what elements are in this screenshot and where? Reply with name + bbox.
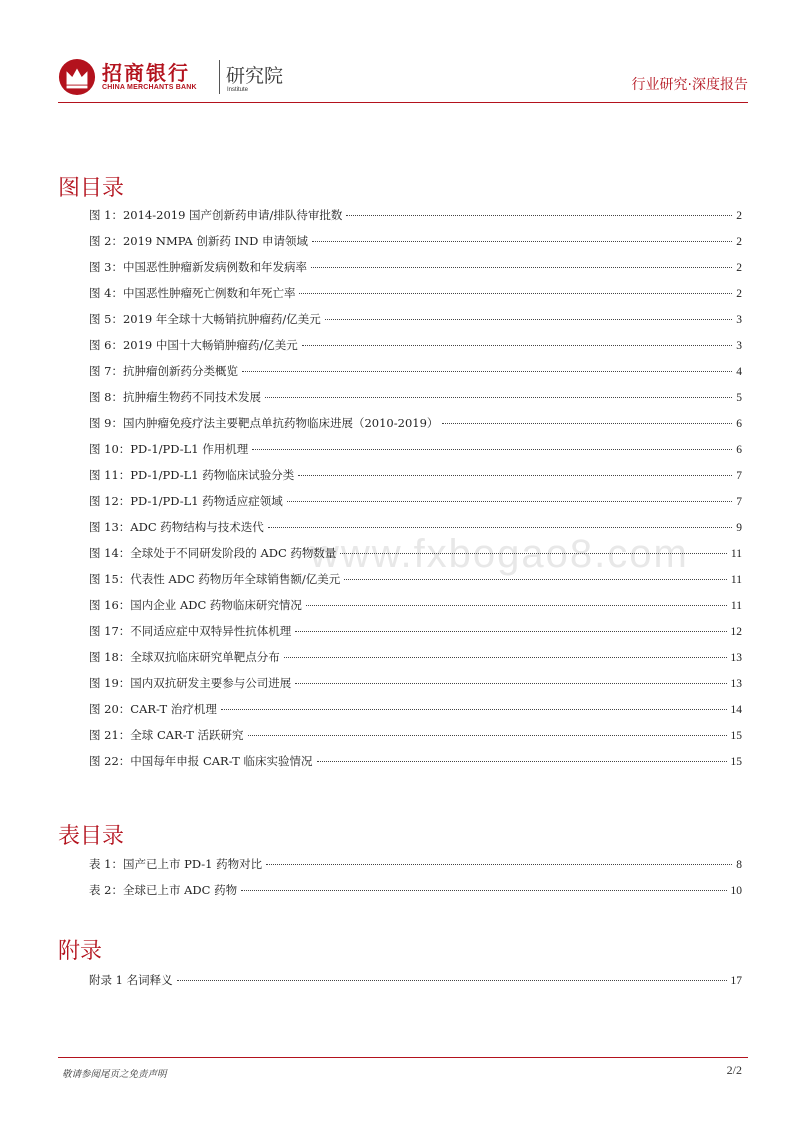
- institute-name-cn: 研究院: [226, 65, 284, 87]
- toc-entry-label[interactable]: 图 5：2019 年全球十大畅销抗肿瘤药/亿美元: [89, 312, 321, 326]
- figure-toc-entry[interactable]: [89, 436, 742, 462]
- toc-dot-leader: [312, 241, 732, 242]
- figure-toc-entry[interactable]: [89, 566, 742, 592]
- table-toc-entry[interactable]: [89, 851, 742, 877]
- header-divider: [58, 102, 748, 103]
- toc-dot-leader: [344, 579, 727, 580]
- toc-entry-label[interactable]: 图 6：2019 中国十大畅销肿瘤药/亿美元: [89, 338, 298, 352]
- toc-entry-page[interactable]: 13: [730, 678, 742, 690]
- toc-dot-leader: [268, 527, 732, 528]
- toc-dot-leader: [442, 423, 732, 424]
- figure-toc-entry[interactable]: [89, 254, 742, 280]
- toc-dot-leader: [248, 735, 727, 736]
- toc-entry-page[interactable]: 14: [730, 704, 742, 716]
- toc-entry-label[interactable]: 图 2：2019 NMPA 创新药 IND 申请领域: [89, 234, 309, 248]
- toc-entry-label[interactable]: 图 7：抗肿瘤创新药分类概览: [89, 364, 238, 378]
- toc-entry-page[interactable]: 9: [736, 522, 742, 534]
- toc-entry-page[interactable]: 3: [736, 340, 742, 352]
- figure-toc-entry[interactable]: [89, 722, 742, 748]
- toc-entry-label[interactable]: 图 16：国内企业 ADC 药物临床研究情况: [89, 598, 302, 612]
- toc-entry-label[interactable]: 图 1：2014-2019 国产创新药申请/排队待审批数: [89, 208, 343, 222]
- toc-entry-page[interactable]: 8: [736, 859, 742, 871]
- figure-toc-entry[interactable]: [89, 670, 742, 696]
- toc-entry-label[interactable]: 图 4：中国恶性肿瘤死亡例数和年死亡率: [89, 286, 296, 300]
- figure-toc-entry[interactable]: [89, 540, 742, 566]
- toc-dot-leader: [265, 397, 732, 398]
- toc-entry-label[interactable]: 图 13：ADC 药物结构与技术迭代: [89, 520, 264, 534]
- toc-entry-page[interactable]: 15: [730, 756, 742, 768]
- toc-entry-label[interactable]: 图 21：全球 CAR-T 活跃研究: [89, 728, 244, 742]
- toc-entry-label[interactable]: 图 22：中国每年申报 CAR-T 临床实验情况: [89, 754, 313, 768]
- toc-entry-page[interactable]: 3: [736, 314, 742, 326]
- toc-entry-page[interactable]: 10: [730, 885, 742, 897]
- cmb-logo-icon: [58, 58, 96, 96]
- toc-dot-leader: [346, 215, 732, 216]
- toc-entry-page[interactable]: 11: [730, 548, 742, 560]
- logo-text-en: CHINA MERCHANTS BANK: [102, 84, 197, 91]
- toc-entry-label[interactable]: 图 14：全球处于不同研发阶段的 ADC 药物数量: [89, 546, 337, 560]
- figure-toc-entry[interactable]: [89, 202, 742, 228]
- figure-toc-entry[interactable]: [89, 644, 742, 670]
- figure-toc-entry[interactable]: [89, 748, 742, 774]
- figure-toc-entry[interactable]: [89, 410, 742, 436]
- toc-entry-label[interactable]: 图 11：PD-1/PD-L1 药物临床试验分类: [89, 468, 295, 482]
- toc-dot-leader: [302, 345, 732, 346]
- figure-toc-entry[interactable]: [89, 514, 742, 540]
- figures-toc-title: 图目录: [58, 176, 125, 201]
- footer-divider: [58, 1057, 748, 1058]
- figure-toc-entry[interactable]: [89, 592, 742, 618]
- toc-entry-page[interactable]: 15: [730, 730, 742, 742]
- toc-entry-label[interactable]: 图 20：CAR-T 治疗机理: [89, 702, 217, 716]
- toc-dot-leader: [177, 980, 727, 981]
- figure-toc-entry[interactable]: [89, 462, 742, 488]
- toc-entry-label[interactable]: 图 3：中国恶性肿瘤新发病例数和年发病率: [89, 260, 307, 274]
- figure-toc-entry[interactable]: [89, 228, 742, 254]
- toc-dot-leader: [325, 319, 732, 320]
- toc-entry-label[interactable]: 表 1：国产已上市 PD-1 药物对比: [89, 857, 263, 871]
- toc-dot-leader: [252, 449, 732, 450]
- toc-dot-leader: [284, 657, 727, 658]
- toc-entry-page[interactable]: 2: [736, 236, 742, 248]
- toc-entry-label[interactable]: 图 19：国内双抗研发主要参与公司进展: [89, 676, 292, 690]
- watermark: www.fxbogao8.com: [310, 532, 689, 576]
- institute-name-en: Institute: [227, 87, 249, 93]
- toc-entry-label[interactable]: 表 2：全球已上市 ADC 药物: [89, 883, 238, 897]
- toc-dot-leader: [287, 501, 733, 502]
- toc-dot-leader: [295, 683, 726, 684]
- page-header: [58, 56, 748, 100]
- toc-entry-page[interactable]: 7: [736, 496, 742, 508]
- appendix-toc-title: 附录: [58, 939, 103, 964]
- table-toc-entry[interactable]: [89, 877, 742, 903]
- toc-entry-page[interactable]: 2: [736, 210, 742, 222]
- figure-toc-entry[interactable]: [89, 332, 742, 358]
- toc-dot-leader: [298, 475, 732, 476]
- toc-dot-leader: [221, 709, 727, 710]
- toc-dot-leader: [317, 761, 727, 762]
- toc-entry-page[interactable]: 7: [736, 470, 742, 482]
- toc-dot-leader: [311, 267, 732, 268]
- logo-text-cn: 招商银行: [102, 61, 190, 85]
- toc-entry-page[interactable]: 4: [736, 366, 742, 378]
- toc-dot-leader: [266, 864, 732, 865]
- toc-entry-label[interactable]: 图 12：PD-1/PD-L1 药物适应症领域: [89, 494, 283, 508]
- toc-entry-label[interactable]: 图 18：全球双抗临床研究单靶点分布: [89, 650, 280, 664]
- figure-toc-entry[interactable]: [89, 306, 742, 332]
- toc-dot-leader: [306, 605, 727, 606]
- logo-divider: [219, 60, 220, 94]
- toc-dot-leader: [340, 553, 726, 554]
- toc-entry-page[interactable]: 5: [736, 392, 742, 404]
- figure-toc-entry[interactable]: [89, 618, 742, 644]
- tables-toc-title: 表目录: [58, 824, 125, 849]
- footer-disclaimer: 敬请参阅尾页之免责声明: [62, 1069, 167, 1080]
- toc-entry-page[interactable]: 17: [730, 975, 742, 987]
- toc-dot-leader: [241, 890, 726, 891]
- toc-entry-label[interactable]: 图 17：不同适应症中双特异性抗体机理: [89, 624, 292, 638]
- toc-entry-label[interactable]: 图 15：代表性 ADC 药物历年全球销售额/亿美元: [89, 572, 341, 586]
- toc-entry-page[interactable]: 11: [730, 600, 742, 612]
- toc-entry-label[interactable]: 图 8：抗肿瘤生物药不同技术发展: [89, 390, 261, 404]
- figure-toc-entry[interactable]: [89, 488, 742, 514]
- toc-entry-label[interactable]: 图 10：PD-1/PD-L1 作用机理: [89, 442, 249, 456]
- appendix-toc-entry[interactable]: [89, 967, 742, 993]
- figure-toc-entry[interactable]: [89, 696, 742, 722]
- toc-entry-page[interactable]: 2: [736, 262, 742, 274]
- toc-dot-leader: [299, 293, 732, 294]
- figure-toc-entry[interactable]: [89, 280, 742, 306]
- figure-toc-entry[interactable]: [89, 358, 742, 384]
- figure-toc-entry[interactable]: [89, 384, 742, 410]
- toc-entry-label[interactable]: 附录 1 名词释义: [89, 973, 173, 987]
- appendix-toc-list: [89, 967, 742, 993]
- report-type-label: 行业研究·深度报告: [631, 77, 748, 93]
- toc-entry-page[interactable]: 6: [736, 418, 742, 430]
- toc-dot-leader: [242, 371, 732, 372]
- figures-toc-list: [89, 202, 742, 774]
- tables-toc-list: [89, 851, 742, 903]
- toc-entry-page[interactable]: 12: [730, 626, 742, 638]
- toc-dot-leader: [295, 631, 726, 632]
- toc-entry-page[interactable]: 13: [730, 652, 742, 664]
- page-number: 2/2: [726, 1063, 742, 1077]
- toc-entry-label[interactable]: 图 9：国内肿瘤免疫疗法主要靶点单抗药物临床进展（2010-2019）: [89, 416, 439, 430]
- toc-entry-page[interactable]: 6: [736, 444, 742, 456]
- toc-entry-page[interactable]: 2: [736, 288, 742, 300]
- toc-entry-page[interactable]: 11: [730, 574, 742, 586]
